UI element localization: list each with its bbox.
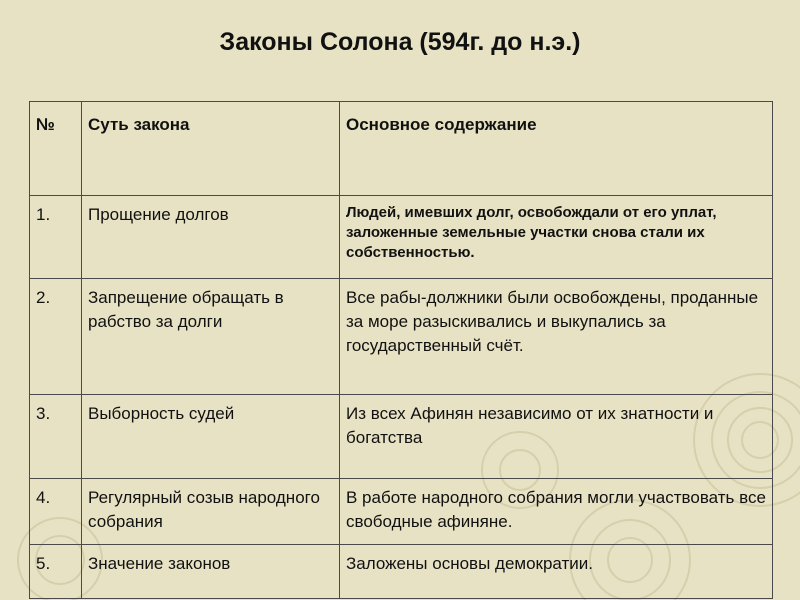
row-content-cell: Все рабы-должники были освобождены, проданные за море разыскивались и выкупались за государственный счёт. bbox=[340, 279, 773, 395]
row-law-cell: Значение законов bbox=[82, 545, 340, 599]
row-content-cell: Людей, имевших долг, освобождали от его уплат, заложенные земельные участки снова стали их собственностью. bbox=[340, 196, 773, 279]
row-number-cell: 2. bbox=[30, 279, 82, 395]
laws-table bbox=[29, 101, 773, 599]
row-number-cell: 3. bbox=[30, 395, 82, 479]
row-content-cell: В работе народного собрания могли участвовать все свободные афиняне. bbox=[340, 479, 773, 545]
table-row bbox=[30, 395, 773, 479]
row-content-cell: Из всех Афинян независимо от их знатности и богатства bbox=[340, 395, 773, 479]
row-law-cell: Прощение долгов bbox=[82, 196, 340, 279]
header-cell-number: № bbox=[30, 102, 82, 196]
row-number-cell: 4. bbox=[30, 479, 82, 545]
row-number-cell: 5. bbox=[30, 545, 82, 599]
table-row bbox=[30, 279, 773, 395]
page-title: Законы Солона (594г. до н.э.) bbox=[219, 28, 581, 56]
table-row bbox=[30, 196, 773, 279]
row-content-cell: Заложены основы демократии. bbox=[340, 545, 773, 599]
header-cell-law: Суть закона bbox=[82, 102, 340, 196]
row-law-cell: Выборность судей bbox=[82, 395, 340, 479]
table-row bbox=[30, 479, 773, 545]
table-header-row bbox=[30, 102, 773, 196]
row-number-cell: 1. bbox=[30, 196, 82, 279]
row-law-cell: Запрещение обращать в рабство за долги bbox=[82, 279, 340, 395]
header-cell-content: Основное содержание bbox=[340, 102, 773, 196]
table-row bbox=[30, 545, 773, 599]
row-law-cell: Регулярный созыв народного собрания bbox=[82, 479, 340, 545]
